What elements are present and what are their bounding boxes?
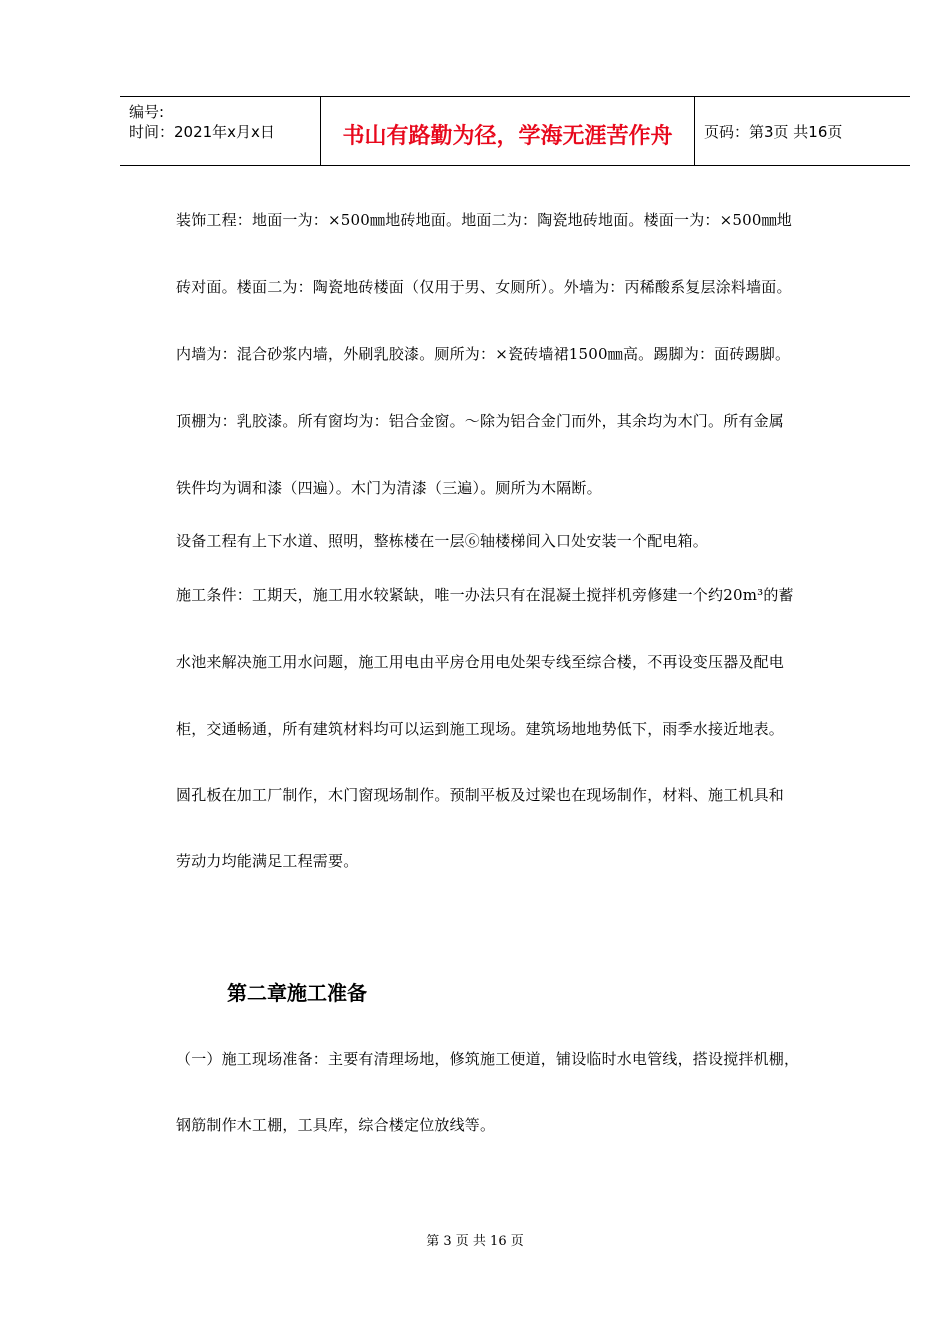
header-page-cell [695,97,910,165]
body-line: 设备工程有上下水道、照明，整栋楼在一层⑥轴楼梯间入口处安装一个配电箱。 [176,532,709,550]
document-date: 时间：2021年x月x日 [129,123,275,141]
body-line: 圆孔板在加工厂制作，木门窗现场制作。预制平板及过梁也在现场制作，材料、施工机具和 [176,786,785,804]
chapter-heading: 第二章施工准备 [227,981,367,1005]
body-line: 装饰工程：地面一为：×500㎜地砖地面。地面二为：陶瓷地砖地面。楼面一为：×500㎜地 [176,211,793,229]
section-line: 钢筋制作木工棚，工具库，综合楼定位放线等。 [176,1116,496,1134]
body-line: 施工条件：工期天，施工用水较紧缺，唯一办法只有在混凝土搅拌机旁修建一个约20m³的蓄 [176,586,794,604]
header-motto: 书山有路勤为径，学海无涯苦作舟 [342,124,673,149]
body-line: 水池来解决施工用水问题，施工用电由平房仓用电处架专线至综合楼，不再设变压器及配电 [176,653,785,671]
body-line: 内墙为：混合砂浆内墙，外刷乳胶漆。厕所为：×瓷砖墙裙1500㎜高。踢脚为：面砖踢脚。 [176,345,791,363]
document-number-label: 编号: [129,103,165,121]
header-table [120,96,910,166]
body-line: 劳动力均能满足工程需要。 [176,852,359,870]
section-line: （一）施工现场准备：主要有清理场地，修筑施工便道，铺设临时水电管线，搭设搅拌机棚， [176,1050,800,1068]
page-footer: 第 3 页 共 16 页 [426,1234,524,1249]
header-motto-cell [321,97,695,165]
body-line: 铁件均为调和漆（四遍）。木门为清漆（三遍）。厕所为木隔断。 [176,479,602,497]
body-line: 砖对面。楼面二为：陶瓷地砖楼面（仅用于男、女厕所）。外墙为：丙稀酸系复层涂料墙面。 [176,278,792,296]
body-line: 顶棚为：乳胶漆。所有窗均为：铝合金窗。～除为铝合金门而外，其余均为木门。所有金属 [176,412,785,430]
header-meta-cell [120,97,321,165]
body-line: 柜，交通畅通，所有建筑材料均可以运到施工现场。建筑场地地势低下，雨季水接近地表。 [176,720,785,738]
header-page-code: 页码：第3页 共16页 [704,123,843,141]
